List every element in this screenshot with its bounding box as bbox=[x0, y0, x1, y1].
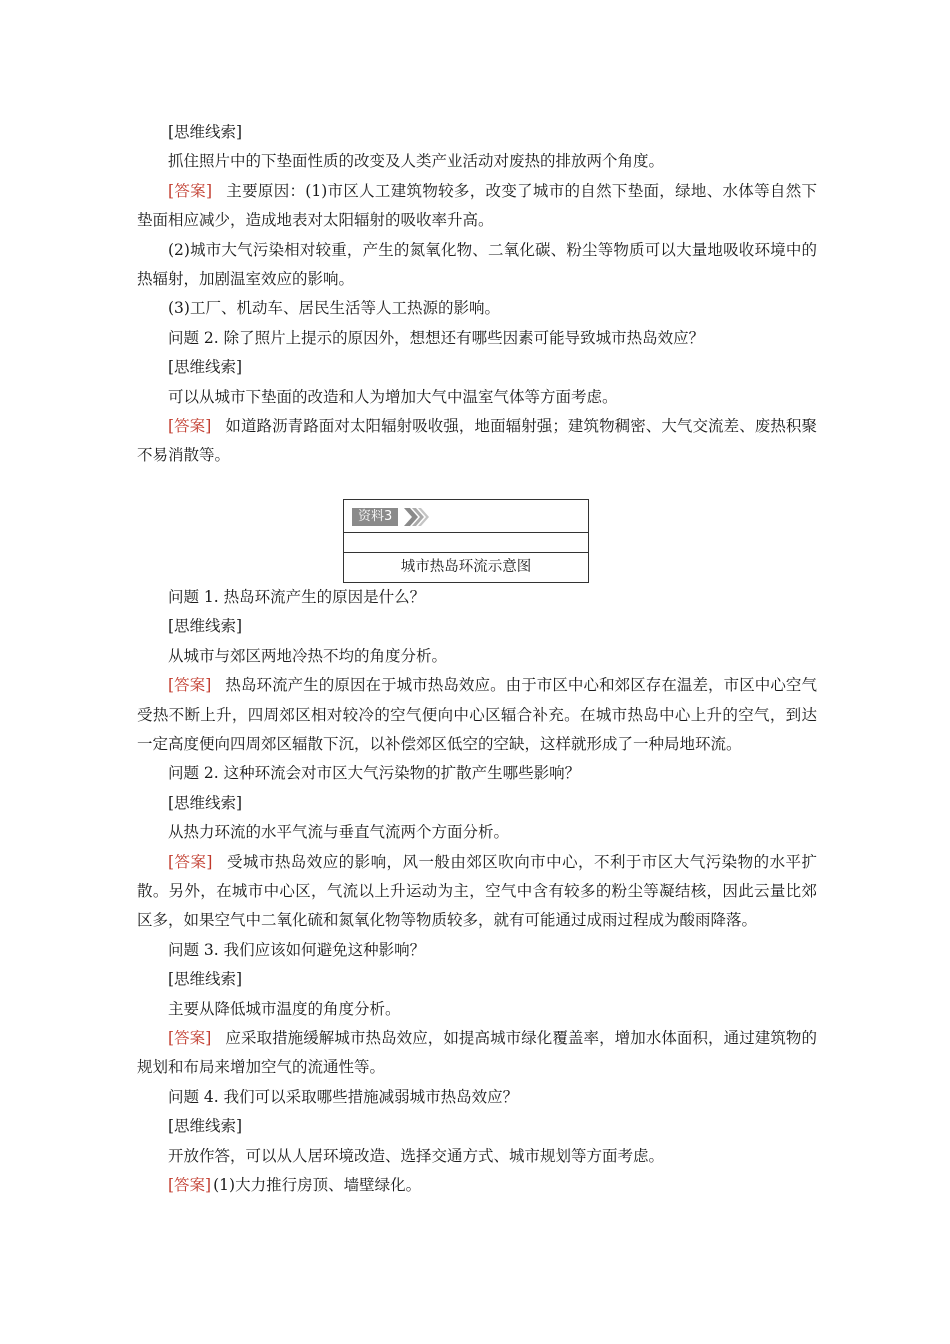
thinking-clue-text: 主要从降低城市温度的角度分析。 bbox=[168, 999, 401, 1018]
answer-tag: [答案] bbox=[168, 181, 212, 200]
answer-tag: [答案] bbox=[168, 1028, 212, 1047]
question-1-text: 问题 1. 热岛环流产生的原因是什么？ bbox=[168, 587, 426, 606]
document-body bbox=[137, 118, 817, 1200]
answer-text: (1)大力推行房顶、墙壁绿化。 bbox=[213, 1176, 422, 1194]
figure-image-area bbox=[344, 532, 588, 553]
thinking-clue-label: [思维线索] bbox=[168, 123, 243, 141]
answer-paragraph bbox=[137, 671, 817, 759]
answer-point-3: (3)工厂、机动车、居民生活等人工热源的影响。 bbox=[168, 299, 500, 318]
thinking-clue-text: 从城市与郊区两地冷热不均的角度分析。 bbox=[168, 646, 448, 665]
material-tag bbox=[352, 508, 432, 526]
answer-paragraph bbox=[137, 1024, 817, 1083]
thinking-clue-text: 从热力环流的水平气流与垂直气流两个方面分析。 bbox=[168, 823, 510, 842]
question-4-text: 问题 4. 我们可以采取哪些措施减弱城市热岛效应？ bbox=[168, 1087, 519, 1106]
answer-paragraph bbox=[137, 412, 817, 471]
figure-caption: 城市热岛环流示意图 bbox=[400, 558, 532, 575]
answer-point-2: (2)城市大气污染相对较重，产生的氮氧化物、二氧化碳、粉尘等物质可以大量地吸收环境中的热辐射，加剧温室效应的影响。 bbox=[137, 240, 817, 289]
answer-text: 热岛环流产生的原因在于城市热岛效应。由于市区中心和郊区存在温差，市区中心空气受热不断上升，四周郊区相对较冷的空气便向中心区辐合补充。在城市热岛中心上升的空气，到达一定高度便向四周郊区辐散下沉，以补偿郊区低空的空缺，这样就形成了一种局地环流。 bbox=[137, 676, 817, 753]
answer-text: 如道路沥青路面对太阳辐射吸收强，地面辐射强；建筑物稠密、大气交流差、废热积聚不易消散等。 bbox=[137, 417, 817, 465]
answer-tag: [答案] bbox=[168, 1176, 212, 1194]
answer-text: 应采取措施缓解城市热岛效应，如提高城市绿化覆盖率，增加水体面积，通过建筑物的规划和布局来增加空气的流通性等。 bbox=[137, 1028, 817, 1077]
thinking-clue-label: [思维线索] bbox=[168, 358, 243, 377]
figure-box bbox=[343, 499, 589, 583]
thinking-clue-label: [思维线索] bbox=[168, 970, 243, 989]
answer-paragraph bbox=[137, 848, 817, 936]
question-2-text: 问题 2. 除了照片上提示的原因外，想想还有哪些因素可能导致城市热岛效应？ bbox=[168, 328, 705, 347]
thinking-clue-text: 抓住照片中的下垫面性质的改变及人类产业活动对废热的排放两个角度。 bbox=[168, 152, 665, 171]
material-tag-label: 资料3 bbox=[352, 508, 398, 526]
thinking-clue-label: [思维线索] bbox=[168, 793, 243, 812]
answer-text: 主要原因：(1)市区人工建筑物较多，改变了城市的自然下垫面，绿地、水体等自然下垫面相应减少，造成地表对太阳辐射的吸收率升高。 bbox=[137, 181, 817, 230]
thinking-clue-label: [思维线索] bbox=[168, 1117, 243, 1136]
answer-paragraph bbox=[137, 1171, 817, 1200]
thinking-clue-text: 可以从城市下垫面的改造和人为增加大气中温室气体等方面考虑。 bbox=[168, 387, 618, 406]
answer-text: 受城市热岛效应的影响，风一般由郊区吹向市中心，不利于市区大气污染物的水平扩散。另外，在城市中心区，气流以上升运动为主，空气中含有较多的粉尘等凝结核，因此云量比郊区多，如果空气中二氧化硫和氮氧化物等物质较多，就有可能通过成雨过程成为酸雨降落。 bbox=[137, 852, 817, 930]
question-2-text: 问题 2. 这种环流会对市区大气污染物的扩散产生哪些影响？ bbox=[168, 764, 581, 783]
thinking-clue-label: [思维线索] bbox=[168, 617, 243, 636]
answer-tag: [答案] bbox=[168, 676, 212, 695]
thinking-clue-text: 开放作答，可以从人居环境改造、选择交通方式、城市规划等方面考虑。 bbox=[168, 1146, 665, 1165]
tag-stripes-icon bbox=[404, 508, 430, 526]
question-3-text: 问题 3. 我们应该如何避免这种影响？ bbox=[168, 940, 426, 959]
answer-paragraph bbox=[137, 177, 817, 236]
answer-tag: [答案] bbox=[168, 852, 213, 871]
figure-header bbox=[344, 500, 588, 533]
answer-tag: [答案] bbox=[168, 417, 212, 436]
